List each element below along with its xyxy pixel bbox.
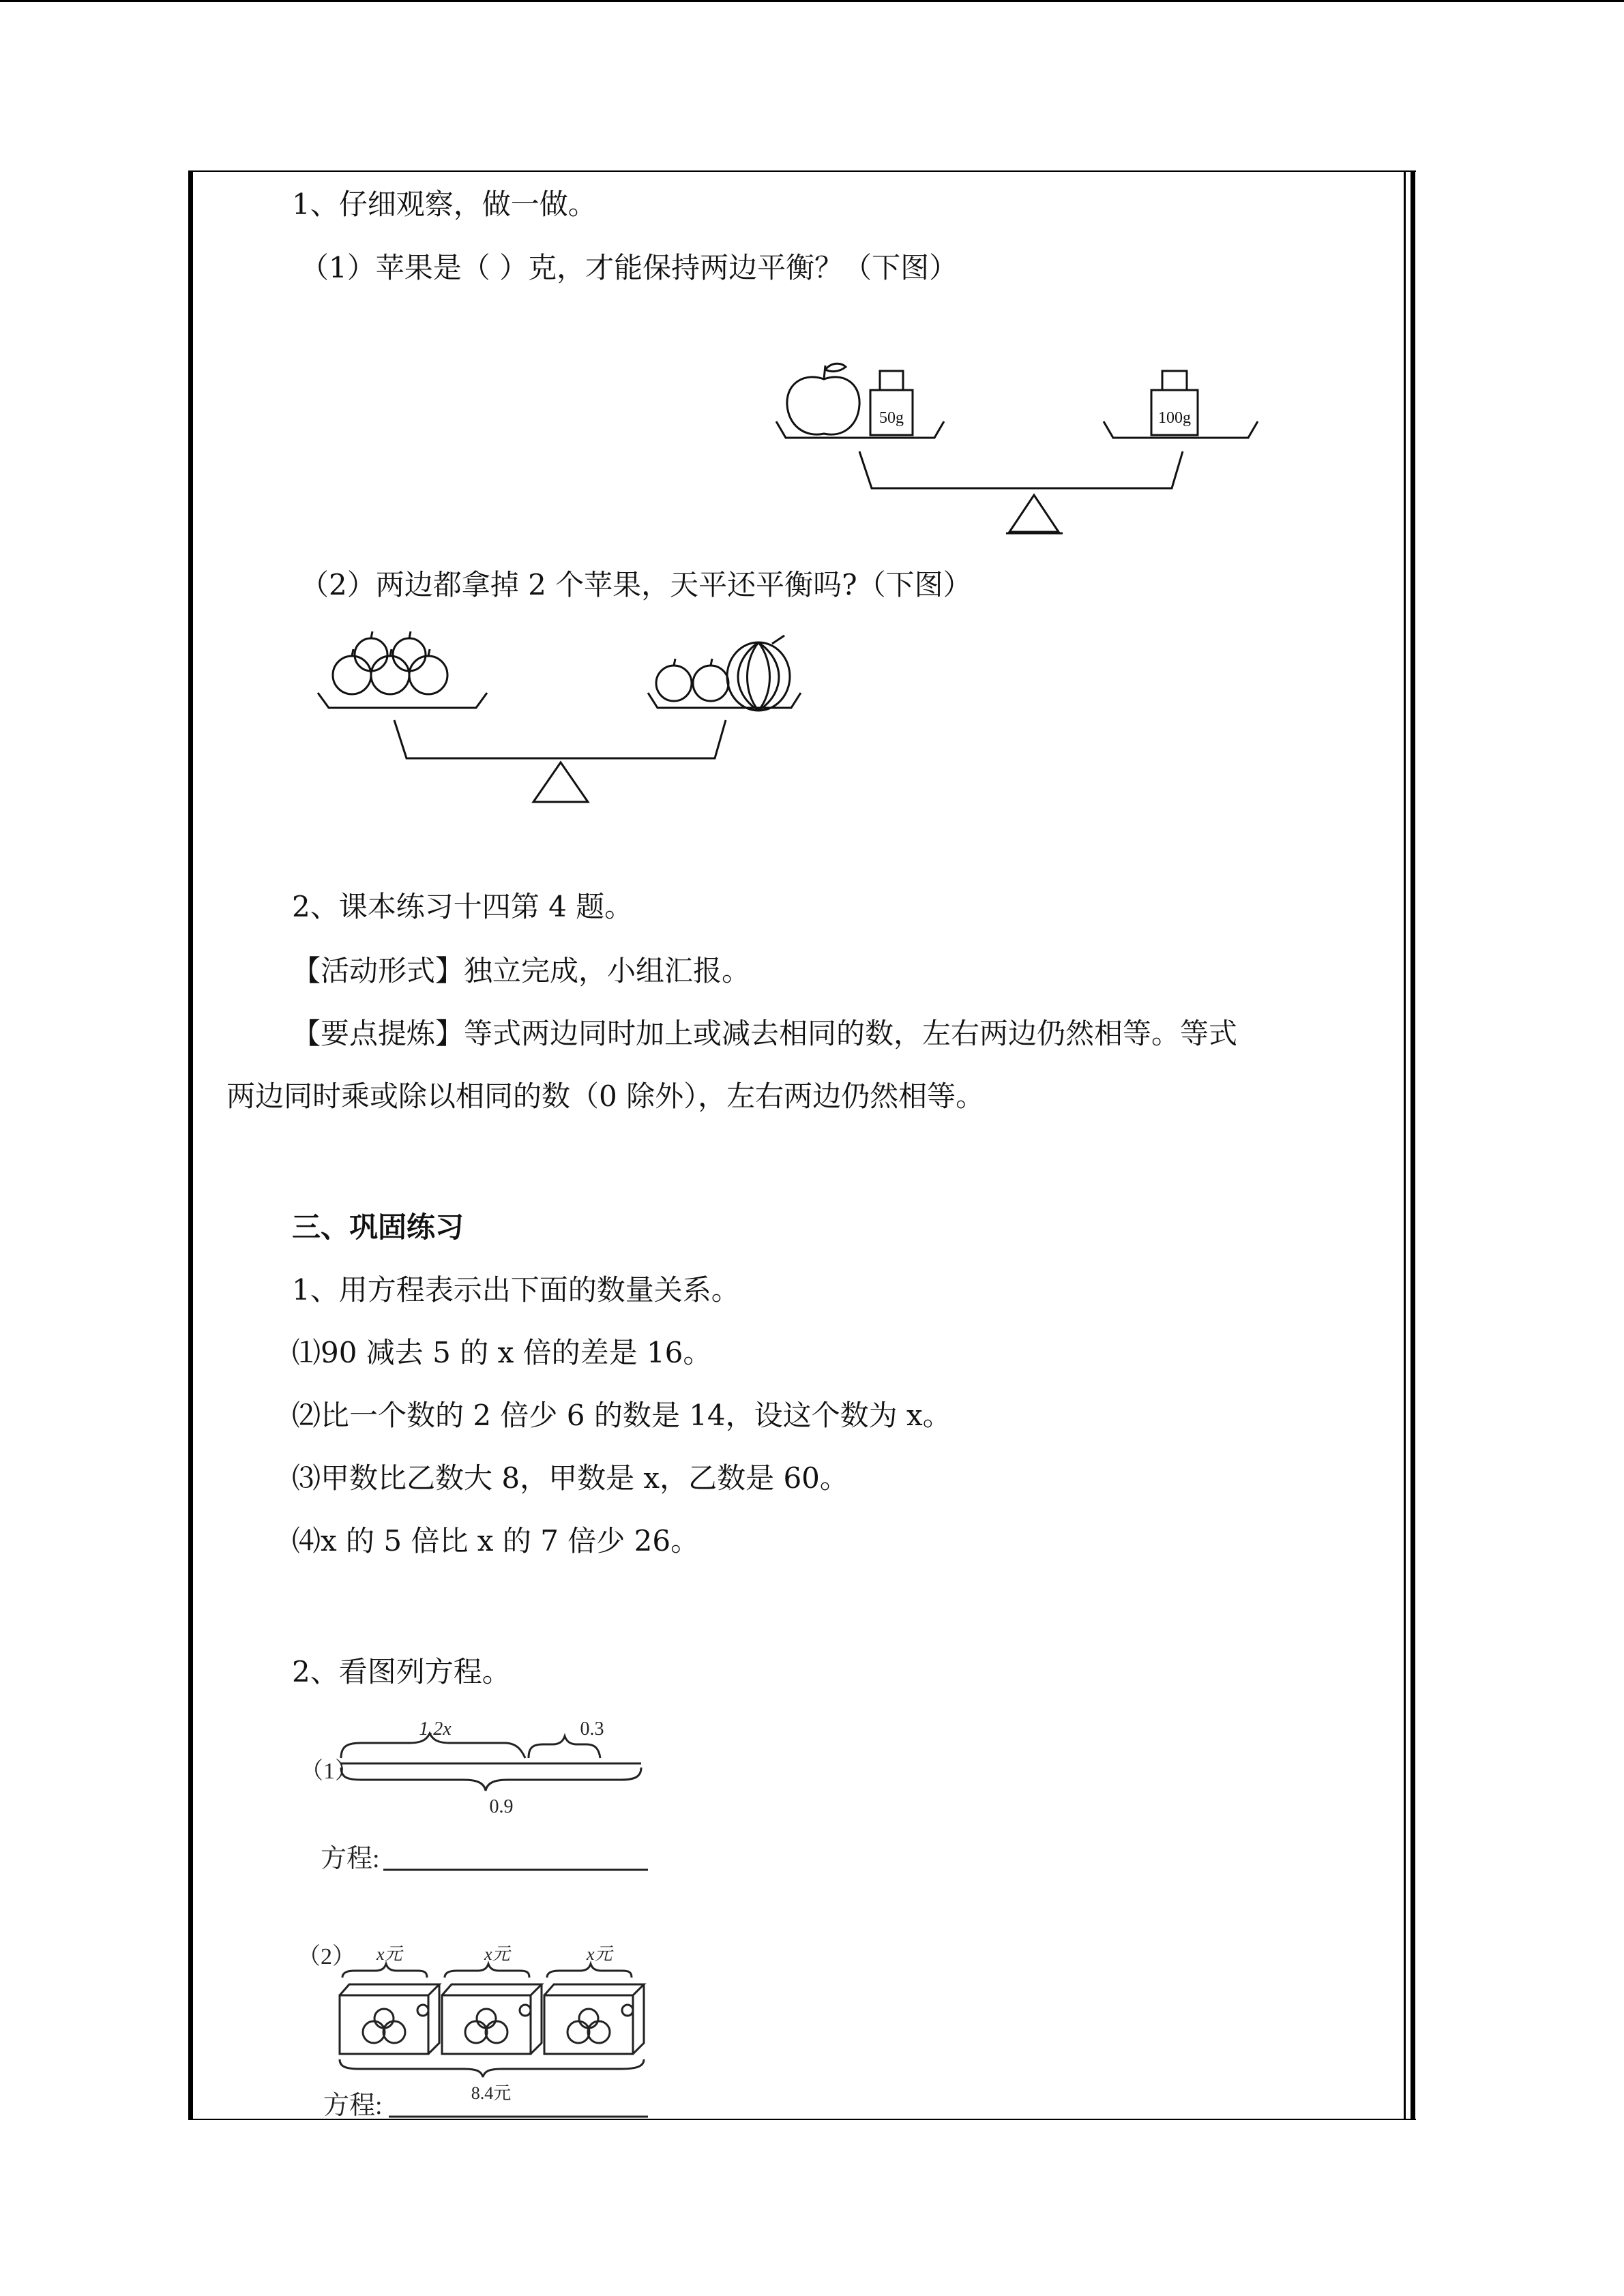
left-pan	[318, 693, 487, 708]
question-1-text: （1）苹果是（ ）克，才能保持两边平衡？（下图）	[300, 251, 958, 284]
scale-beam	[394, 720, 726, 758]
fruit-box-1-icon	[340, 1984, 439, 2054]
equation-label-1: 方程:	[321, 1845, 380, 1873]
scale-fulcrum	[533, 762, 588, 802]
total-brace	[340, 2059, 644, 2077]
exercise-1-text: 1、用方程表示出下面的数量关系。	[292, 1273, 740, 1307]
fruit-box-2-icon	[442, 1984, 542, 2054]
figure-1-label: （1）	[300, 1759, 358, 1784]
scale-fulcrum	[1009, 495, 1059, 532]
boxes-diagram-2	[293, 1937, 662, 2121]
question-2-text: （2）两边都拿掉 2 个苹果，天平还平衡吗?（下图）	[300, 568, 972, 601]
segment-diagram-1	[293, 1718, 662, 1875]
box-price-3: x元	[587, 1944, 612, 1964]
apples-and-watermelon-icon	[656, 636, 790, 711]
balance-scale-figure-1	[771, 355, 1262, 539]
total-value: 8.4元	[471, 2083, 512, 2103]
exercise-item-4: ⑷x 的 5 倍比 x 的 7 倍少 26。	[292, 1524, 700, 1557]
brace-bottom	[341, 1768, 641, 1791]
exercise-item-1: ⑴90 减去 5 的 x 倍的差是 16。	[292, 1336, 712, 1369]
apple-icon	[787, 363, 859, 434]
box-price-1: x元	[377, 1944, 402, 1964]
box-price-2: x元	[484, 1944, 510, 1964]
page-top-rule	[0, 0, 1624, 2]
table-right-border-inner	[1404, 170, 1406, 2119]
exercise-2-text: 2、看图列方程。	[292, 1655, 511, 1688]
activity-form-text: 【活动形式】独立完成，小组汇报。	[292, 954, 751, 987]
right-weight-label: 100g	[1158, 409, 1191, 427]
top-right-value: 0.3	[580, 1718, 604, 1740]
exercise-1-heading: 1、仔细观察，做一做。	[292, 188, 597, 221]
table-left-border	[188, 170, 193, 2119]
balance-scale-figure-2	[314, 627, 818, 805]
fruit-box-3-icon	[544, 1984, 644, 2054]
table-right-border-outer	[1411, 170, 1415, 2119]
key-points-line-2: 两边同时乘或除以相同的数（0 除外），左右两边仍然相等。	[226, 1079, 985, 1113]
apple-group-left-icon	[333, 631, 447, 694]
section-title: 三、巩固练习	[292, 1210, 464, 1244]
equation-label-2: 方程:	[323, 2091, 383, 2120]
top-left-value: 1.2x	[419, 1718, 452, 1740]
exercise-item-2: ⑵比一个数的 2 倍少 6 的数是 14，设这个数为 x。	[292, 1399, 951, 1432]
key-points-line-1: 【要点提炼】等式两边同时加上或减去相同的数，左右两边仍然相等。等式	[292, 1017, 1238, 1050]
task-2-text: 2、课本练习十四第 4 题。	[292, 890, 634, 923]
scale-beam	[859, 451, 1183, 488]
bottom-value: 0.9	[489, 1796, 514, 1817]
figure-2-label: （2）	[297, 1944, 355, 1969]
left-weight-label: 50g	[879, 409, 904, 427]
exercise-item-3: ⑶甲数比乙数大 8，甲数是 x，乙数是 60。	[292, 1461, 848, 1495]
